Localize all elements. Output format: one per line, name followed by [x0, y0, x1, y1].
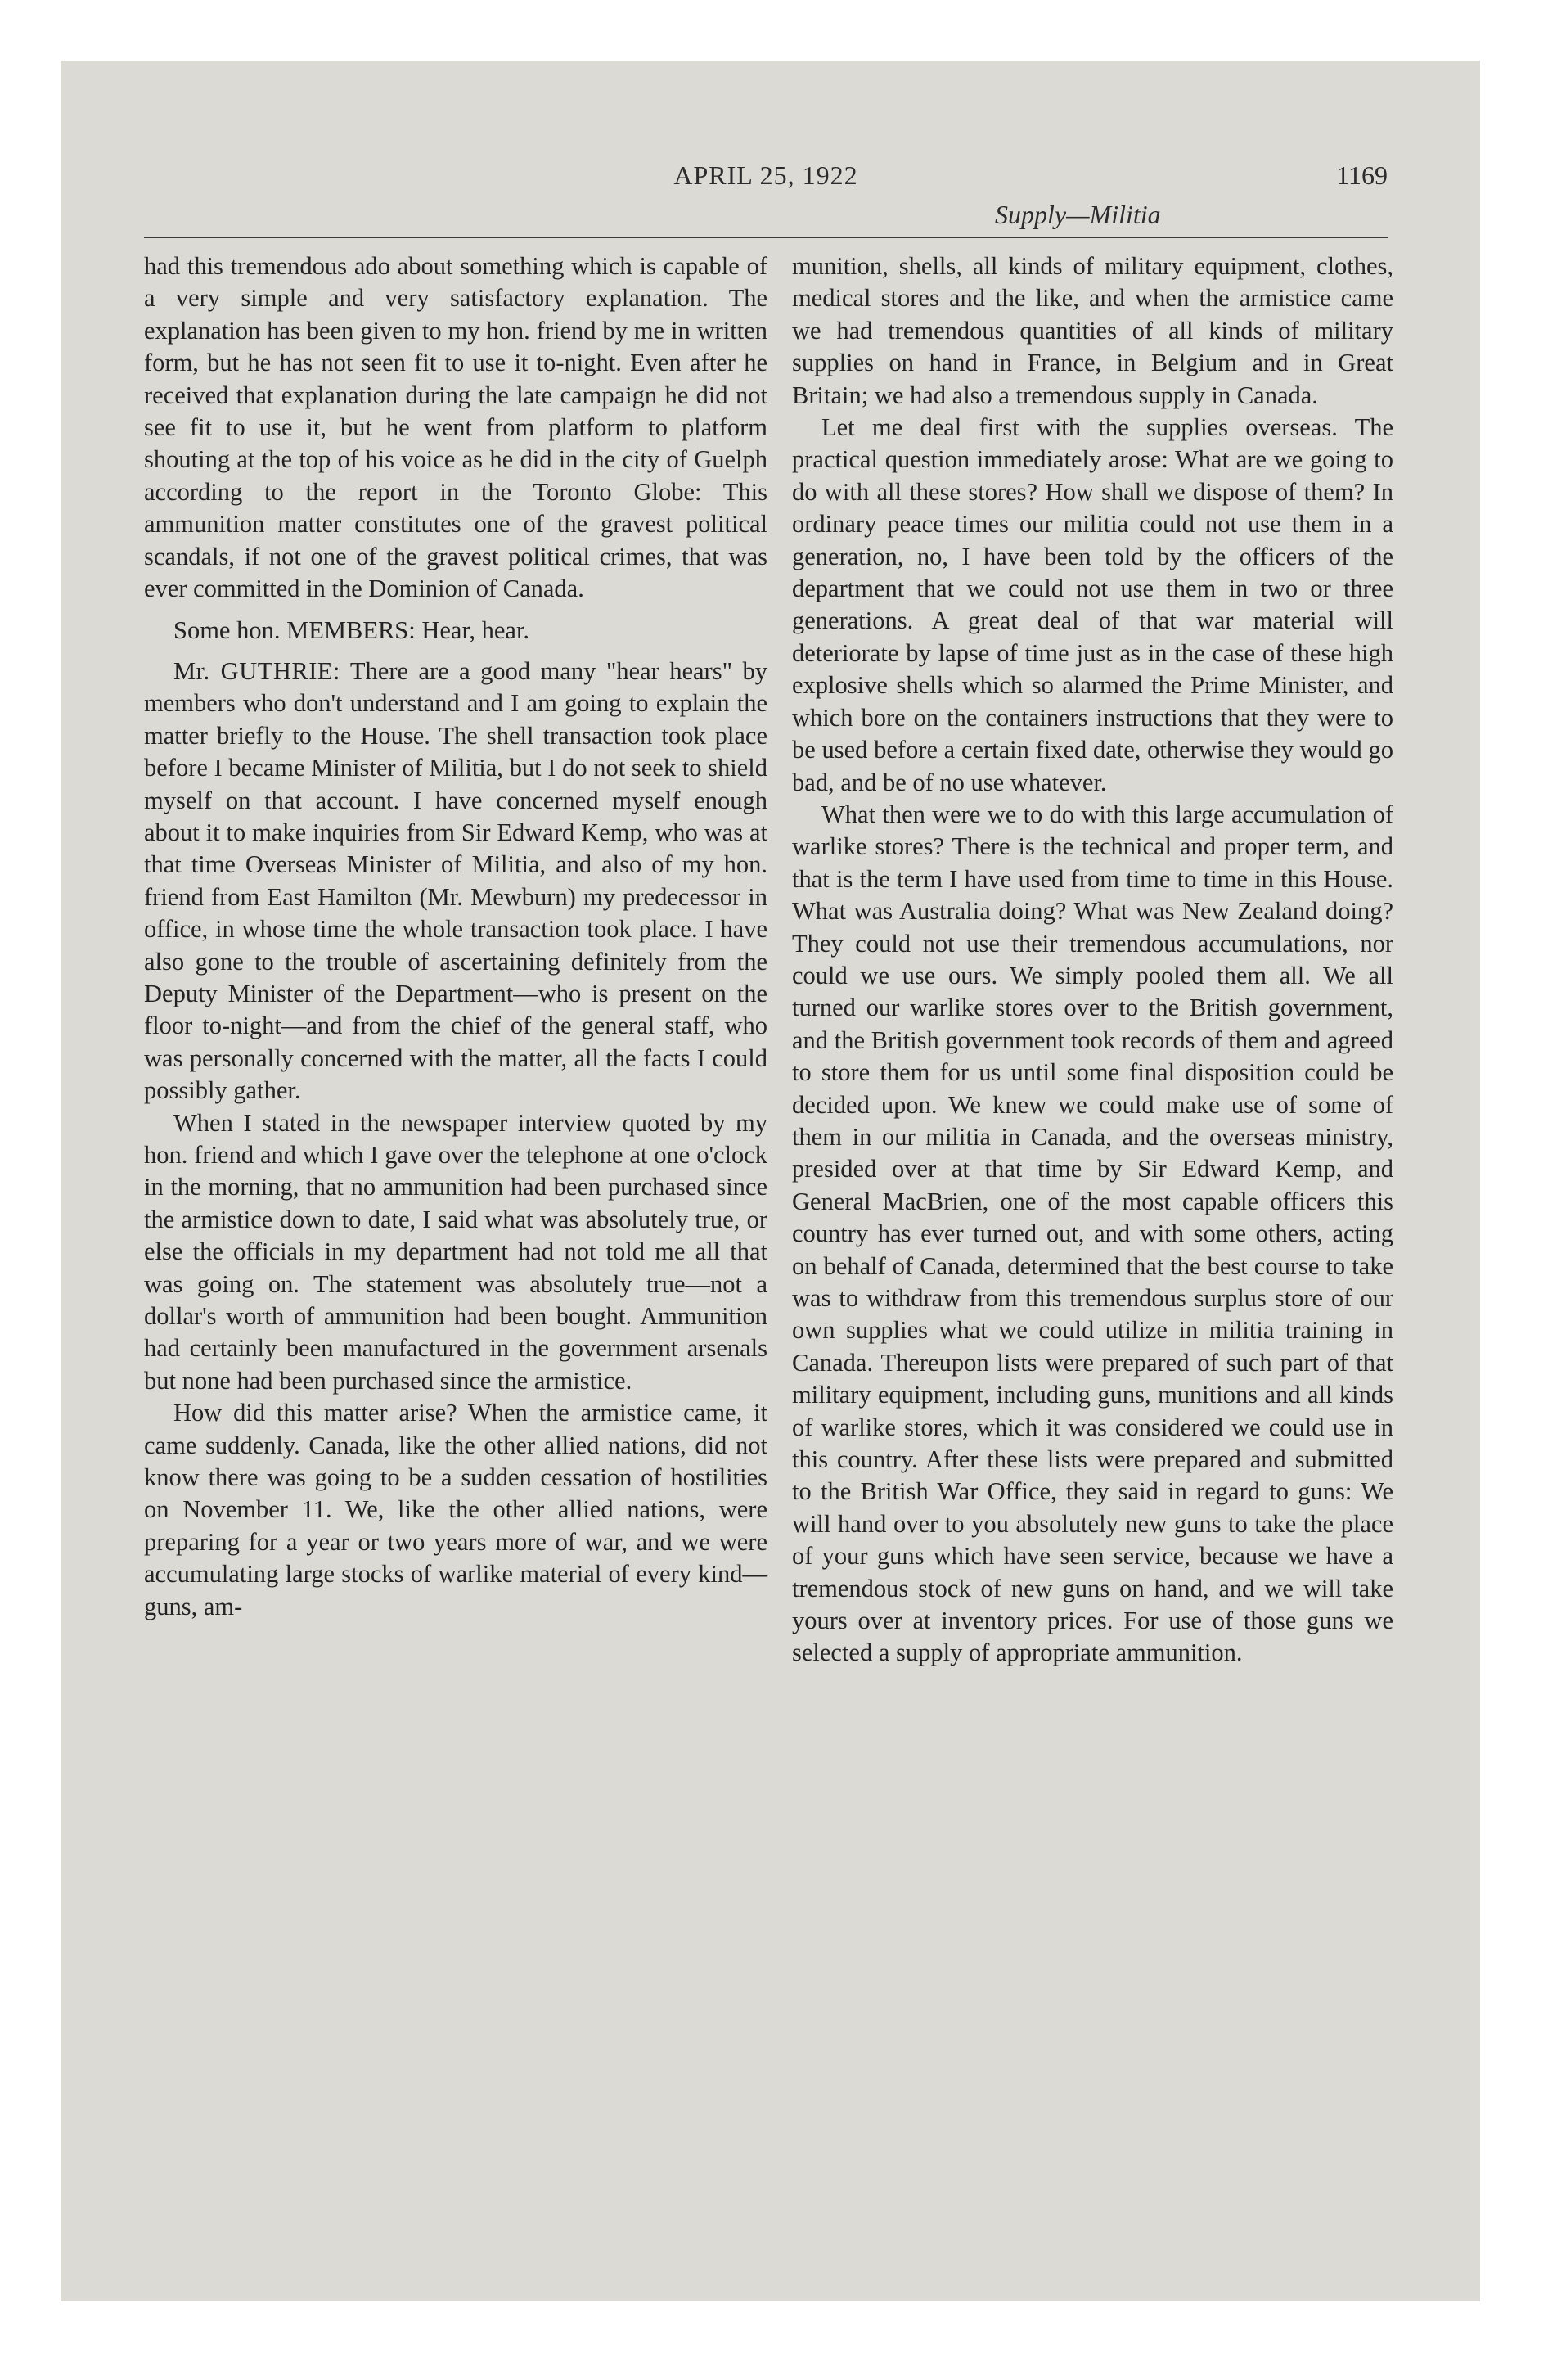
header-rule-right — [848, 237, 1388, 238]
page-header — [144, 160, 1388, 229]
left-column — [144, 250, 767, 1623]
page-number: 1169 — [1336, 160, 1388, 190]
paragraph-interview: When I stated in the newspaper interview quoted by my hon. friend and which I gave over the telephone at one o'clock in the morning, that no ammunition had been purchased since the armistice down to date, I said what was absolutely true, or else the officials in my department had not told me all that was going on. The statement was absolutely true—not a dollar's worth of ammunition had been bought. Ammunition had certainly been manufactured in the government arsenals but none had been purchased since the armistice. — [144, 1108, 767, 1395]
header-date: APRIL 25, 1922 — [673, 160, 858, 190]
paragraph-warlike-stores: What then were we to do with this large accumulation of warlike stores? There is the technical and proper term, and that is the term I have used from time to time in this House. What was Australia doing? What was New Zealand doing? They could not use their tremendous accumulations, nor could we use ours. We simply pooled them all. We all turned our warlike stores over to the British government, and the British government took records of them and agreed to store them for us until some final disposition could be decided upon. We knew we could make use of some of them in our militia in Canada, and the overseas ministry, presided over at that time by Sir Edward Kemp, and General MacBrien, one of the most capable officers this country has ever turned out, and with some others, acting on behalf of Canada, determined that the best course to take was to withdraw from this tremendous surplus store of our own supplies what we could utilize in militia training in Canada. Thereupon lists were prepared of such part of that military equipment, including guns, munitions and all kinds of warlike stores, which it was considered we could use in this country. After these lists were prepared and submitted to the British War Office, they said in regard to guns: We will hand over to you absolutely new guns to take the place of your guns which have seen service, because we have a tremendous stock of new guns on hand, and we will take yours over at inventory prices. For use of those guns we selected a supply of appropriate ammunition. — [792, 800, 1393, 1667]
speaker-name: Mr. GUTHRIE: — [173, 656, 340, 685]
paragraph-guthrie — [144, 656, 767, 1107]
paragraph-munition: munition, shells, all kinds of military equipment, clothes, medical stores and the like, and when the armistice came we had tremendous quantities of all kinds of military supplies on hand in France, in Belgium and in Great Britain; we had also a tremendous supply in Canada. — [792, 252, 1393, 409]
right-column — [792, 250, 1393, 1670]
paragraph-supplies-overseas: Let me deal first with the supplies overseas. The practical question immediately arose: What are we going to do with all these stores? How shall we dispose of them? In ordinary peace times our militia could not use them in a generation, no, I have been told by the officers of the department that we could not use them in two or three generations. A great deal of that war material will deteriorate by lapse of time just as in the case of these high explosive shells which so alarmed the Prime Minister, and which bore on the containers instructions that they were to be used before a certain fixed date, otherwise they would go bad, and be of no use whatever. — [792, 413, 1393, 796]
paragraph-armistice: How did this matter arise? When the armistice came, it came suddenly. Canada, like the other allied nations, did not know there was going to be a sudden cessation of hostilities on November 11. We, like the other allied nations, were preparing for a year or two years more of war, and we were accumulating large stocks of warlike material of every kind—guns, am- — [144, 1399, 767, 1620]
paragraph-continuation: had this tremendous ado about something which is capable of a very simple and very satisfactory explanation. The explanation has been given to my hon. friend by me in written form, but he has not seen fit to use it to-night. Even after he received that explanation during the late campaign he did not see fit to use it, but he went from platform to platform shouting at the top of his voice as he did in the city of Guelph according to the report in the Toronto Globe: This ammunition matter constitutes one of the gravest political scandals, if not one of the gravest political crimes, that was ever committed in the Dominion of Canada. — [144, 252, 767, 603]
header-rule-left — [144, 237, 848, 238]
running-topic: Supply—Militia — [995, 200, 1161, 229]
paragraph-members-interjection: Some hon. MEMBERS: Hear, hear. — [173, 616, 530, 645]
speaker-text: There are a good many "hear hears" by members who don't understand and I am going to explain the matter briefly to the House. The shell transaction took place before I became Minister of Militia, but I do not seek to shield myself on that account. I have concerned myself enough about it to make inquiries from Sir Edward Kemp, who was at that time Overseas Minister of Militia, and also of my hon. friend from East Hamilton (Mr. Mewburn) my predecessor in office, in whose time the whole transaction took place. I have also gone to the trouble of ascertaining definitely from the Deputy Minister of the Department—who is present on the floor to-night—and from the chief of the general staff, who was personally concerned with the matter, all the facts I could possibly gather. — [144, 656, 767, 1105]
